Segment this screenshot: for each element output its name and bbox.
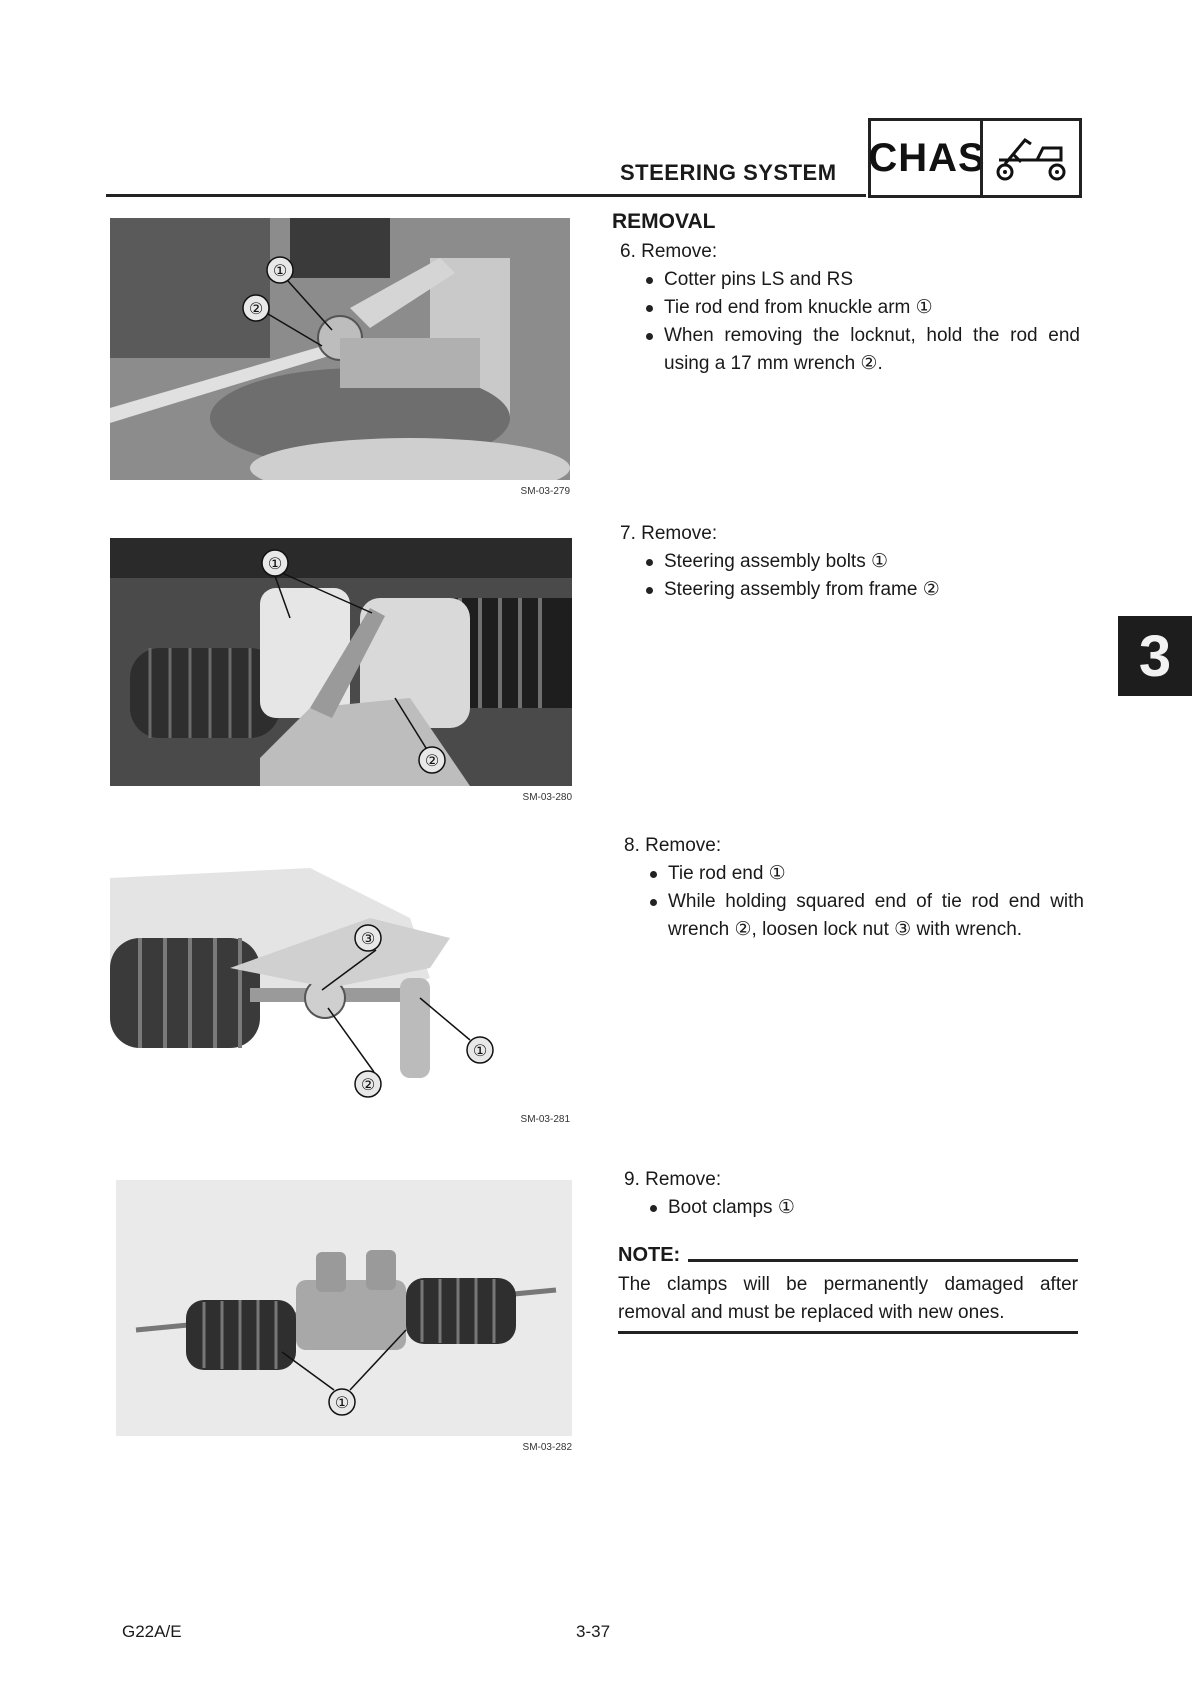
step-8-bullet-2: While holding squared end of tie rod end with wrench ②, loosen lock nut ③ with wrench. [642, 888, 1084, 944]
step-9-bullet-1: Boot clamps ① [642, 1194, 1084, 1222]
figure-1-callout-2: ② [248, 299, 264, 318]
figure-3-photo [110, 858, 570, 1108]
page-header-title: STEERING SYSTEM [620, 160, 837, 185]
step-8-bullet-1: Tie rod end ① [642, 860, 1084, 888]
chapter-number: 3 [1138, 623, 1172, 689]
step-8 [624, 832, 1084, 944]
section-code-box [868, 118, 986, 198]
figure-3-callout-1: ① [472, 1041, 488, 1060]
note-box [618, 1244, 1078, 1334]
step-8-title: 8. Remove: [624, 835, 722, 856]
note-rule-bottom [618, 1331, 1078, 1334]
note-label: NOTE: [618, 1244, 681, 1266]
step-7 [620, 520, 1080, 604]
figure-3-callout-3: ③ [360, 929, 376, 948]
step-6-bullet-3: When removing the locknut, hold the rod end using a 17 mm wrench ②. [638, 322, 1080, 378]
step-7-bullet-1: Steering assembly bolts ① [638, 548, 1080, 576]
figure-2-callout-1: ① [267, 554, 283, 573]
figure-4-photo [116, 1180, 572, 1436]
footer-model: G22A/E [122, 1622, 182, 1641]
figure-4-caption: SM-03-282 [522, 1442, 572, 1453]
section-code: CHAS [868, 135, 986, 180]
note-text: The clamps will be permanently damaged after removal and must be replaced with new ones. [618, 1274, 1078, 1323]
step-6-bullet-1: Cotter pins LS and RS [638, 266, 1080, 294]
step-9 [624, 1166, 1084, 1222]
figure-4-callout-1: ① [334, 1393, 350, 1412]
section-heading: REMOVAL [612, 210, 716, 233]
header-rule [106, 194, 866, 197]
step-7-title: 7. Remove: [620, 523, 718, 544]
golf-cart-icon-svg [991, 130, 1071, 186]
step-6 [620, 238, 1080, 378]
figure-2-caption: SM-03-280 [522, 792, 572, 803]
chapter-tab [1118, 616, 1192, 696]
note-rule-top [688, 1259, 1078, 1262]
footer-page-number: 3-37 [576, 1622, 611, 1641]
figure-2-callout-2: ② [424, 751, 440, 770]
figure-2-photo [110, 538, 572, 786]
golf-cart-icon [980, 118, 1082, 198]
step-7-bullet-2: Steering assembly from frame ② [638, 576, 1080, 604]
step-6-title: 6. Remove: [620, 241, 718, 262]
step-6-bullet-2: Tie rod end from knuckle arm ① [638, 294, 1080, 322]
figure-3-callout-2: ② [360, 1075, 376, 1094]
figure-1-photo [110, 218, 570, 480]
step-9-title: 9. Remove: [624, 1169, 722, 1190]
figure-1-caption: SM-03-279 [520, 486, 570, 497]
figure-3-caption: SM-03-281 [520, 1114, 570, 1125]
figure-1-callout-1: ① [272, 261, 288, 280]
